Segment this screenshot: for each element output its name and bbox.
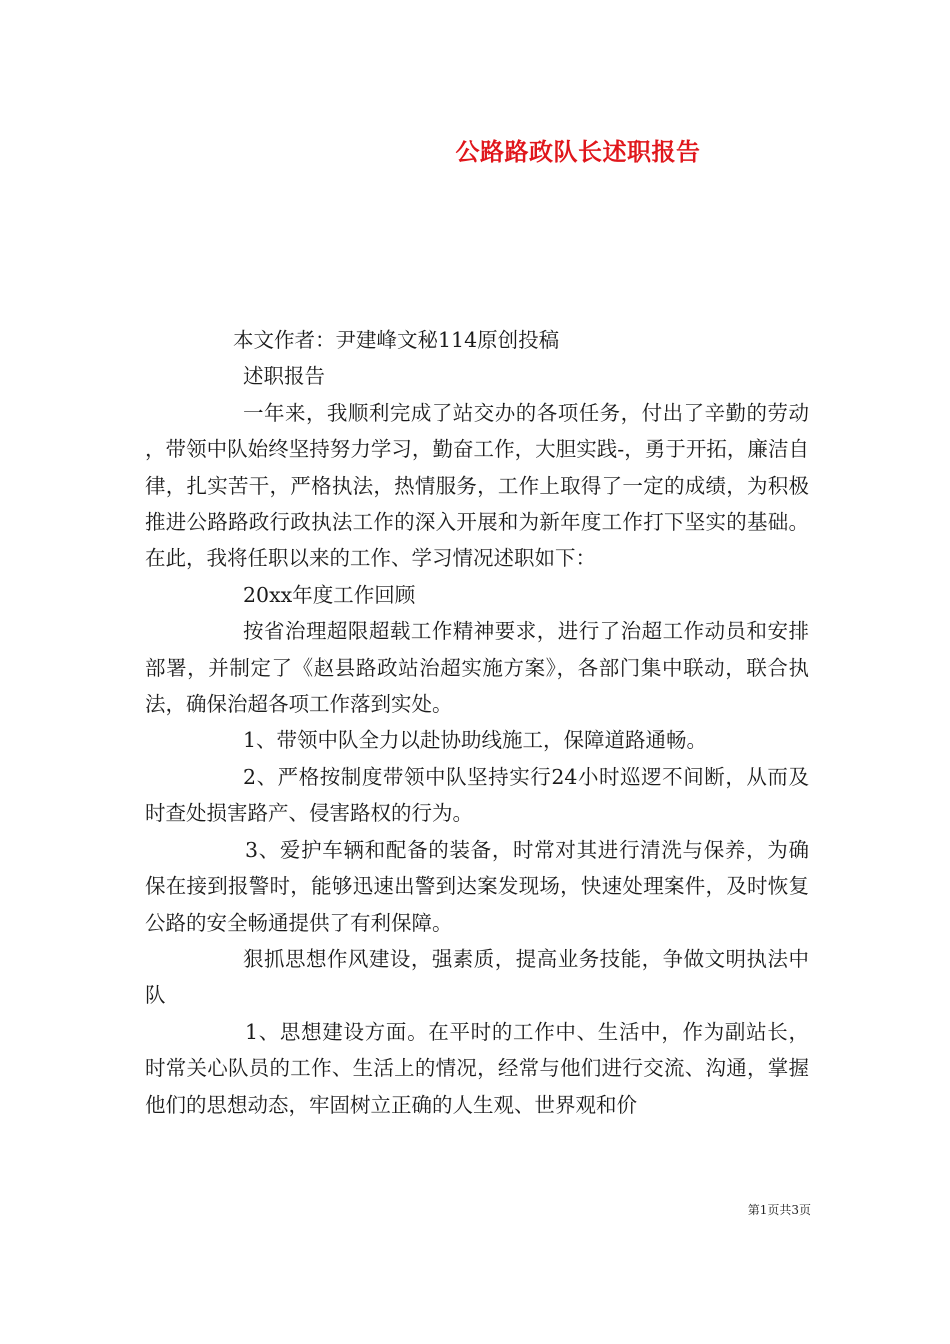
list-item-3: 3、爱护车辆和配备的装备，时常对其进行清洗与保养，为确保在接到报警时，能够迅速出警到达案发现场，快速处理案件，及时恢复公路的安全畅通提供了有利保障。 bbox=[145, 837, 809, 935]
section-heading-review: 20xx年度工作回顾 bbox=[243, 582, 416, 607]
page-footer: 第1页共3页 bbox=[747, 1203, 811, 1217]
section-heading-style: 狠抓思想作风建设，强素质，提高业务技能，争做文明执法中队 bbox=[145, 946, 809, 1008]
subheading: 述职报告 bbox=[243, 364, 325, 389]
paragraph-overload: 按省治理超限超载工作精神要求，进行了治超工作动员和安排部署，并制定了《赵县路政站治超实施方案》，各部门集中联动，联合执法，确保治超各项工作落到实处。 bbox=[145, 619, 809, 717]
paragraph-intro: 一年来，我顺利完成了站交办的各项任务，付出了辛勤的劳动，带领中队始终坚持努力学习，勤奋工作，大胆实践-，勇于开拓，廉洁自律，扎实苦干，严格执法，热情服务，工作上取得了一定的成绩，为积极推进公路路政行政执法工作的深入开展和为新年度工作打下坚实的基础。在此，我将任职以来的工作、学习情况述职如下： bbox=[145, 400, 809, 571]
document-body bbox=[145, 322, 809, 1123]
list-item-1: 1、带领中队全力以赴协助线施工，保障道路通畅。 bbox=[243, 728, 708, 753]
author-line: 本文作者：尹建峰文秘114原创投稿 bbox=[233, 328, 560, 352]
list-item-thought: 1、思想建设方面。在平时的工作中、生活中，作为副站长，时常关心队员的工作、生活上的情况，经常与他们进行交流、沟通，掌握他们的思想动态，牢固树立正确的人生观、世界观和价 bbox=[145, 1019, 809, 1117]
document-title: 公路路政队长述职报告 bbox=[455, 137, 701, 166]
list-item-2: 2、严格按制度带领中队坚持实行24小时巡逻不间断，从而及时查处损害路产、侵害路权的行为。 bbox=[145, 764, 809, 826]
